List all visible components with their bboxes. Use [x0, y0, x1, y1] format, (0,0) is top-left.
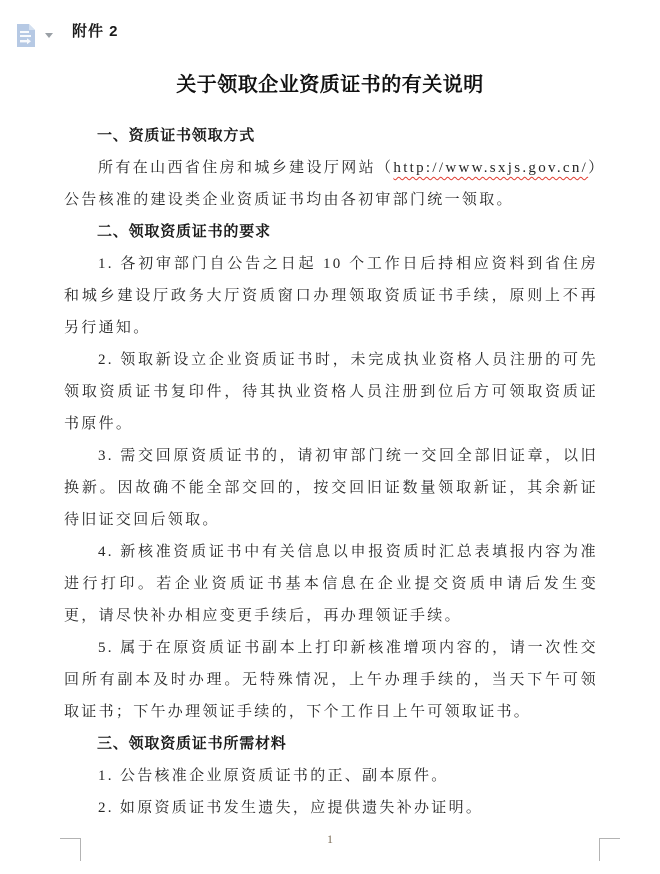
material-item-1: 1. 公告核准企业原资质证书的正、副本原件。	[98, 768, 449, 784]
requirement-item-2: 2. 领取新设立企业资质证书时，未完成执业资格人员注册的可先领取资质证书复印件，待其执业资格人员注册到位后方可领取资质证书原件。	[64, 352, 598, 432]
page-title: 关于领取企业资质证书的有关说明	[176, 74, 484, 96]
intro-text-before-url: 所有在山西省住房和城乡建设厅网站（	[98, 160, 394, 176]
section-heading-1: 一、资质证书领取方式	[97, 127, 256, 144]
attachment-label: 附件 2	[72, 23, 119, 40]
paste-options-icon	[14, 23, 38, 49]
paragraph-intro	[64, 152, 598, 216]
material-item-2: 2. 如原资质证书发生遗失，应提供遗失补办证明。	[98, 800, 484, 816]
website-url: http://www.sxjs.gov.cn/	[393, 160, 589, 176]
requirement-item-5: 5. 属于在原资质证书副本上打印新核准增项内容的，请一次性交回所有副本及时办理。无特殊情况，上午办理手续的，当天下午可领取证书；下午办理领证手续的，下个工作日上午可领取证书。	[64, 640, 598, 720]
document-body	[64, 120, 598, 824]
page-number: 1	[327, 832, 333, 846]
requirement-item-3: 3. 需交回原资质证书的，请初审部门统一交回全部旧证章，以旧换新。因故确不能全部交回的，按交回旧证数量领取新证，其余新证待旧证交回后领取。	[64, 448, 598, 528]
intro-text-after-url: ）公告核准的建设类企业资质证书均由各初审部门统一领取。	[64, 160, 598, 208]
requirement-item-4: 4. 新核准资质证书中有关信息以申报资质时汇总表填报内容为准进行打印。若企业资质证书基本信息在企业提交资质申请后发生变更，请尽快补办相应变更手续后，再办理领证手续。	[64, 544, 598, 624]
requirement-item-1: 1. 各初审部门自公告之日起 10 个工作日后持相应资料到省住房和城乡建设厅政务大厅资质窗口办理领取资质证书手续，原则上不再另行通知。	[64, 256, 598, 336]
chevron-down-icon[interactable]	[45, 33, 53, 38]
section-heading-3: 三、领取资质证书所需材料	[97, 735, 287, 752]
paste-options-widget[interactable]	[12, 22, 56, 50]
section-heading-2: 二、领取资质证书的要求	[97, 223, 271, 240]
